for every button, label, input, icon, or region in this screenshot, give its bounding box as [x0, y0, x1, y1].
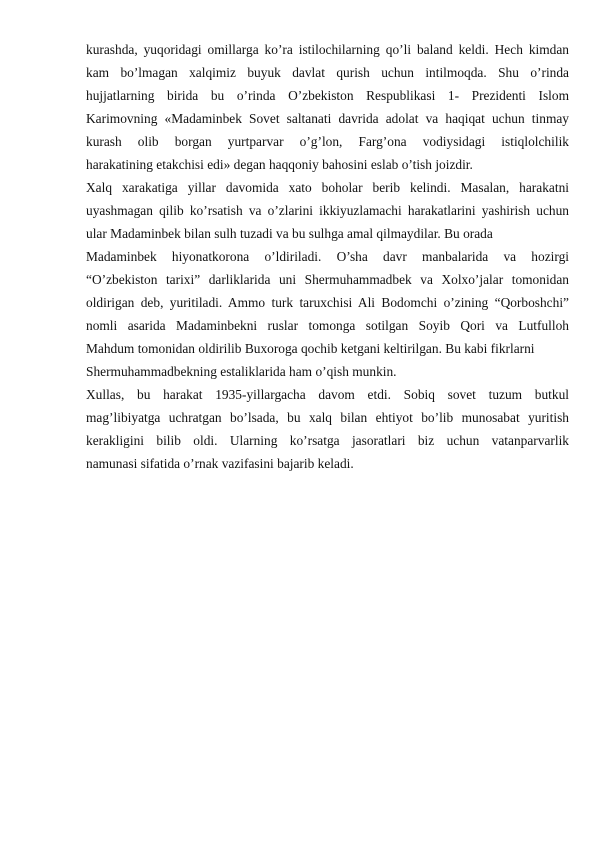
text-line: ular Madaminbek bilan sulh tuzadi va bu sulhga amal qilmaydilar. Bu orada — [86, 226, 493, 241]
text-line: harakatining etakchisi edi» degan haqqoniy bahosini eslab o’tish joizdir. — [86, 157, 473, 172]
text-line: kurash olib borgan yurtparvar o’g’lon, Farg’ona vodiysidagi istiqlolchilik — [86, 134, 569, 149]
text-line: Xalq xarakatiga yillar davomida xato boholar berib kelindi. Masalan, harakatni — [86, 180, 569, 195]
text-line: “O’zbekiston tarixi” darliklarida uni Shermuhammadbek va Xolxo’jalar tomonidan — [86, 272, 569, 287]
text-line: oldirigan deb, yuritiladi. Ammo turk taruxchisi Ali Bodomchi o’zining “Qorboshchi” — [86, 295, 569, 310]
text-line: Karimovning «Madaminbek Sovet saltanati davrida adolat va haqiqat uchun tinmay — [86, 111, 569, 126]
text-line: uyashmagan qilib ko’rsatish va o’zlarini ikkiyuzlamachi harakatlarini yashirish uchun — [86, 203, 569, 218]
text-line: nomli asarida Madaminbekni ruslar tomonga sotilgan Soyib Qori va Lutfulloh — [86, 318, 569, 333]
text-line: Xullas, bu harakat 1935-yillargacha davom etdi. Sobiq sovet tuzum butkul — [86, 387, 569, 402]
body-text — [86, 38, 569, 475]
text-line: Madaminbek hiyonatkorona o’ldiriladi. O’sha davr manbalarida va hozirgi — [86, 249, 569, 264]
text-line: hujjatlarning birida bu o’rinda O’zbekiston Respublikasi 1- Prezidenti Islom — [86, 88, 569, 103]
text-line: kurashda, yuqoridagi omillarga ko’ra istilochilarning qo’li baland keldi. Hech kimdan — [86, 42, 569, 57]
text-line: mag’libiyatga uchratgan bo’lsada, bu xalq bilan ehtiyot bo’lib munosabat yuritish — [86, 410, 569, 425]
text-line: Mahdum tomonidan oldirilib Buxoroga qochib ketgani keltirilgan. Bu kabi fikrlarni — [86, 341, 535, 356]
text-line: kerakligini bilib oldi. Ularning ko’rsatga jasoratlari biz uchun vatanparvarlik — [86, 433, 569, 448]
text-line: namunasi sifatida o’rnak vazifasini bajarib keladi. — [86, 456, 354, 471]
text-line: Shermuhammadbekning estaliklarida ham o’qish munkin. — [86, 364, 397, 379]
text-line: kam bo’lmagan xalqimiz buyuk davlat qurish uchun intilmoqda. Shu o’rinda — [86, 65, 569, 80]
